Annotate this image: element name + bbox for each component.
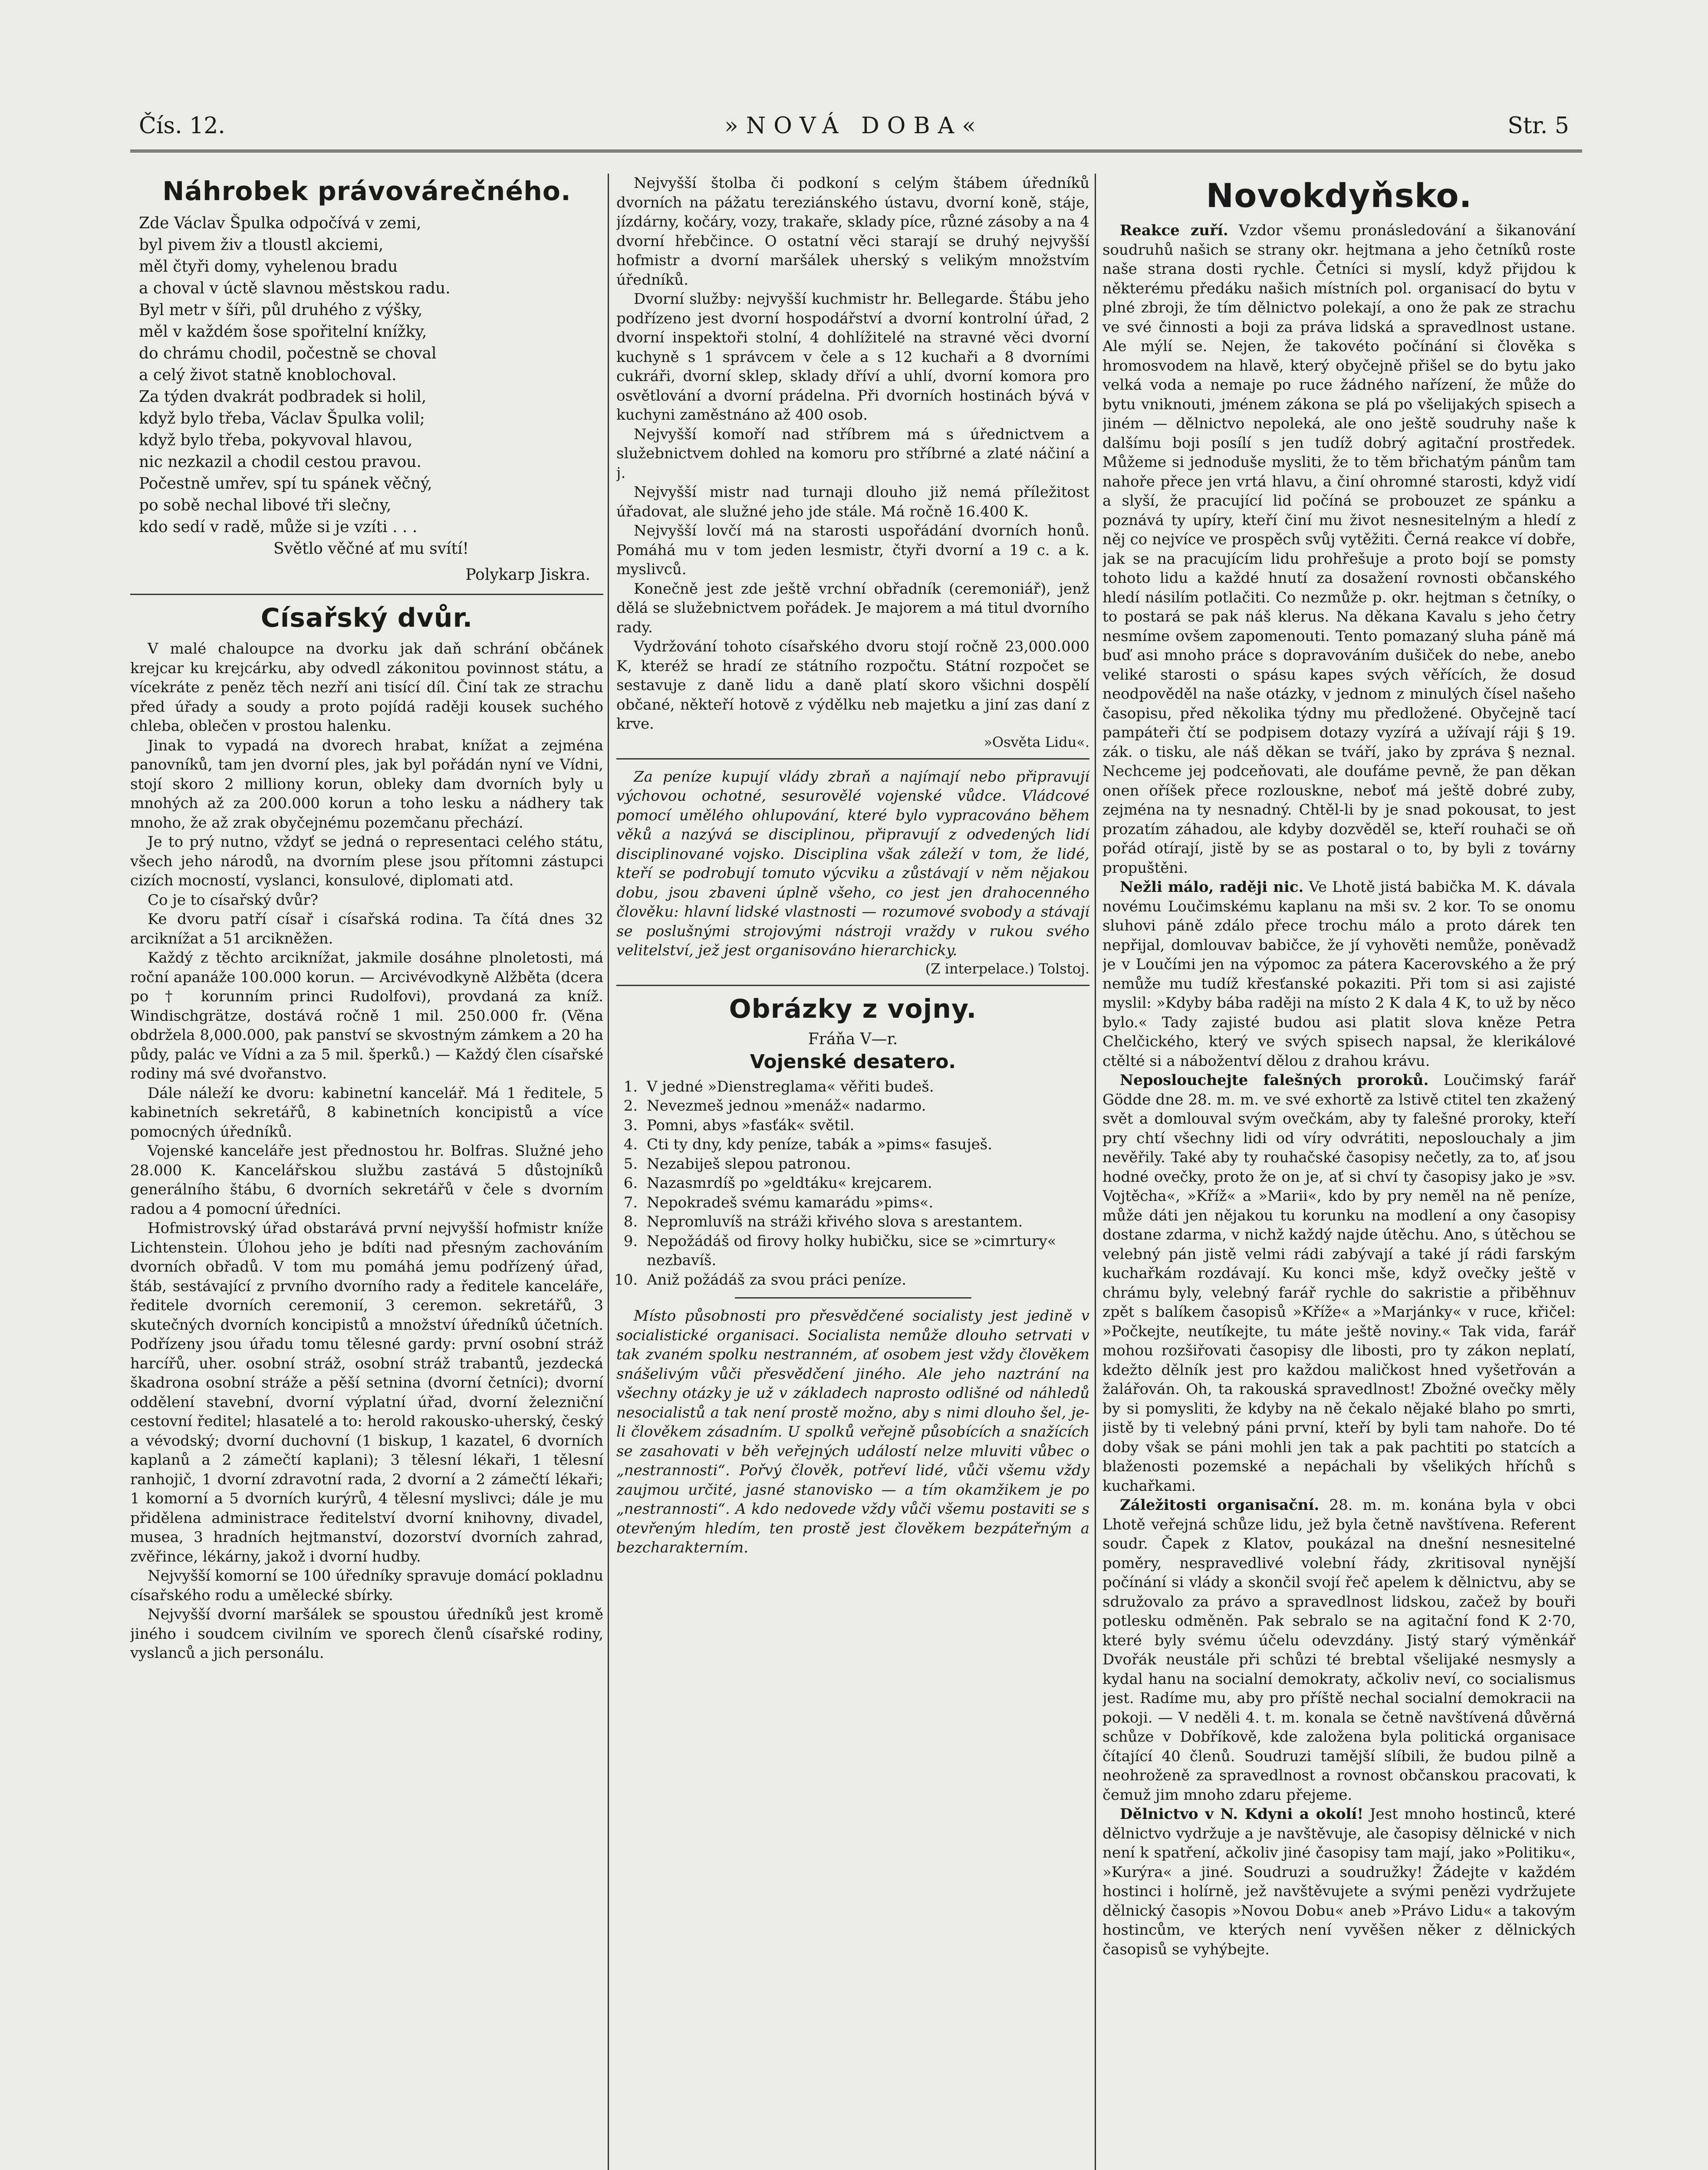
- paragraph: Nejvyšší štolba či podkoní s celým štábem úředníků dvorních na pážatu tereziánského ústavu, dvorní koně, stáje, jízdárny, kočáry, vozy, trakaře, sklady píce, různé zásoby a na 4 dvorní hřebčince. O ostatní věci starají se druhý nejvyšší hofmistr a dvorní maršálek uherský s velikým množstvím úředníků.: [616, 174, 1089, 289]
- paragraph-text: 28. m. m. konána byla v obci Lhotě veřejná schůze lidu, jež byla četně navštívena. Referent soudr. Čapek z Klatov, poukázal na dnešní nesnesitelné poměry, nespravedlivé volební řády, zkritisoval nynější počínání si vlády a skončil svojí řeč apelem k dělnictvu, aby se sdružovalo za právo a spravedlnost lidskou, začež by bouři potlesku odměněn. Pak sebralo se na agitační fond K 2·70, které byly svému účelu odevzdány. Jistý starý výměnkář Dvořák neustále při schůzi té brebtal všelijaké nesmysly a kydal hanu na socialní demokraty, ačkoliv neví, co socialismus jest. Radíme mu, aby pro příště nechal socialní demokracii na pokoji. — V neděli 4. t. m. konala se četně navštívená důvěrná schůze v Dobříkově, kde založena byla politická organisace čítající 40 členů. Soudruzi tamější slíbili, že budou pilně a neohroženě za spravedlnost a rovnost občanskou pracovati, k čemuž jim mnoho zdaru přejeme.: [1102, 1496, 1576, 1804]
- section-divider: [735, 1297, 971, 1299]
- paragraph: Nejvyšší dvorní maršálek se spoustou úředníků jest kromě jiného i soudcem civilním ve sporech členů císařské rodiny, vyslanců a jich personálu.: [130, 1606, 603, 1662]
- poem-line: když bylo třeba, pokyvoval hlavou,: [139, 431, 413, 449]
- list-item: 6. Nazasmrdíš po »geldtáku« krejcarem.: [642, 1174, 1089, 1193]
- paragraph: Jinak to vypadá na dvorech hrabat, knížat a zejména panovníků, tam jen dvorní ples, jak byl pořádán nyní ve Vídni, stojí skoro 2 milliony korun, obleky dam dvorních byly u mnohých až za 200.000 korun a toho lesku a nádhery tak mnoho, že až zrak obyčejnému pozemčanu přechází.: [130, 736, 603, 832]
- list-item: 3. Pomni, abys »fasťák« světil.: [642, 1116, 1089, 1135]
- paragraph-text: Ve Lhotě jistá babička M. K. dávala novému Loučimskému kaplanu na mši sv. 2 kor. To se onomu sluhovi páně zdálo přece trochu málo a proto dárek ten nepřijal, domlouvav babičce, že jí vyhověti nemůže, poněvadž je v Loučími jen na výpomoc za pátera Kacerovského a že prý nemůže mu tudíž křesťanské pokaziti. Při tom si asi zajisté myslil: »Kdyby bába raději na místo 2 K dala 4 K, to už by něco bylo.« Tady zajisté budou asi platit slova kněze Petra Chelčického, který ve svých spisech napsal, že klerikálové ctělté si a nábožentví dělou z drahou krávu.: [1102, 878, 1576, 1070]
- newspaper-title: »NOVÁ DOBA«: [724, 113, 984, 139]
- paragraph-lead: Dělnictvo v N. Kdyni a okolí!: [1120, 1805, 1364, 1823]
- poem-line: do chrámu chodil, počestně se choval: [139, 345, 437, 362]
- court-title: Císařský dvůr.: [260, 603, 473, 633]
- paragraph-lead: Reakce zuří.: [1120, 222, 1228, 239]
- paragraph: [1102, 1071, 1576, 1496]
- list-item: 5. Nezabiješ slepou patronou.: [642, 1154, 1089, 1174]
- poem-line: Za týden dvakrát podbradek si holil,: [139, 388, 427, 406]
- paragraph: Nejvyšší komorní se 100 úředníky spravuje domácí pokladnu císařského rodu a umělecké sbírky.: [130, 1567, 603, 1604]
- paragraph: Je to prý nutno, vždyť se jedná o representaci celého státu, všech jeho národů, na dvorním plese jsou přítomni zástupci cizích mocností, vyslanci, konsulové, diplomati atd.: [130, 833, 603, 889]
- list-item: 10. Aniž požádáš za svou práci peníze.: [642, 1270, 1089, 1290]
- court-source: »Osvěta Lidu«.: [984, 733, 1089, 750]
- poem-line: po sobě nechal libové tři slečny,: [139, 496, 392, 514]
- war-list: [616, 1077, 1089, 1290]
- epitaph-title: Náhrobek právovárečného.: [162, 176, 571, 207]
- section-divider: [616, 758, 1089, 760]
- epitaph-poem: [139, 213, 603, 560]
- court-article: [130, 639, 603, 1663]
- paragraph: Každý z těchto arciknížat, jakmile dosáhne plnoletosti, má roční apanáže 100.000 korun. — Arcivévodkyně Alžběta (dcera po † korunním princi Rudolfovi), provdaná za kníž. Windischgrätze, dostává ročně 1 mil. 250.000 fr. (Věna obdržela 8,000.000, pak panství se skvostným zámkem a 20 ha půdy, palác ve Vídni a za 5 mil. šperků.) — Každý člen císařské rodiny má své dvořanstvo.: [130, 949, 603, 1082]
- paragraph: Ke dvoru patří císař i císařská rodina. Ta čítá dnes 32 arciknížat a 51 arcikněžen.: [130, 911, 603, 947]
- paragraph: Vojenské kanceláře jest přednostou hr. Bolfras. Služné jeho 28.000 K. Kancelářskou službu zastává 5 důstojníků generálního štábu, 6 dvorních sekretářů v čele s dvorním radou a 4 pomocní úředníci.: [130, 1142, 603, 1218]
- page-header: [139, 113, 1569, 152]
- paragraph: Nejvyšší mistr nad turnaji dlouho již nemá příležitost úřadovat, ale služné jeho jde stále. Má ročně 16.400 K.: [616, 483, 1089, 520]
- issue-number: Čís. 12.: [139, 113, 225, 139]
- paragraph-lead: Záležitosti organisační.: [1120, 1496, 1320, 1514]
- paragraph: Co je to císařský dvůr?: [148, 891, 319, 909]
- paragraph: Dvorní služby: nejvyšší kuchmistr hr. Bellegarde. Štábu jeho podřízeno jest dvorní hospodářství a dvorní kontrolní úřad, 2 dvorní inspektoři stolní, 4 dohlížitelé na stravné věci dvorní kuchyně s 1 správcem v čele a s 12 kuchaři a 8 dvorními cukráři, dvorní sklep, sklady dříví a uhlí, dvorní komora pro osvětlování a dvorní prádelna. Při dvorních hostinách bývá v kuchyni zaměstnáno až 400 osob.: [616, 290, 1089, 424]
- paragraph: [1102, 1496, 1576, 1805]
- section-divider: [130, 594, 603, 595]
- paragraph-text: Jest mnoho hostinců, které dělnictvo vydržuje a je navštěvuje, ale časopisy dělnické v nich není k spatření, ačkoliv jiné časopisy tam mají, jako »Politiku«, »Kurýra« a jiné. Soudruzi a soudružky! Žádejte v každém hostinci i holírně, jež navštěvujete a svými penězi vydržujete dělnický časopis »Novou Dobu« aneb »Právo Lidu« a takovým hostincům, ve kterých není vyvěšen něker z dělnických časopisů se vyhýbejte.: [1102, 1805, 1576, 1958]
- column-1: [130, 174, 603, 2170]
- page-number: Str. 5: [1507, 113, 1569, 139]
- paragraph: Dále náleží ke dvoru: kabinetní kancelář. Má 1 ředitele, 5 kabinetních sekretářů, 8 kabinetních koncipistů a více pomocných úředníků.: [130, 1084, 603, 1141]
- poem-line: měl čtyři domy, vyhelenou bradu: [139, 258, 398, 276]
- column-3: [1102, 174, 1576, 2170]
- paragraph: [1102, 221, 1576, 878]
- poem-line: když bylo třeba, Václav Špulka volil;: [139, 410, 425, 427]
- war-title: Obrázky z vojny.: [729, 993, 977, 1024]
- regional-news: [1102, 221, 1576, 1959]
- paragraph-text: Vzdor všemu pronásledování a šikanování soudruhů našich se strany okr. hejtmana a jeho četníků roste naše strana dosti rychle. Četníci si myslí, když přijdou k některému předáku našich místních pol. organisací do bytu v plné zbroji, že tím dělnictvo polekají, a ono že pak ze strachu ve své činnosti a boji za práva lidská a spravedlnost ustane. Ale mýlí se. Nejen, že takovéto počínání si člověka s hromosvodem na hlavě, který obyčejně přišel se do bytu jako velká voda a nemaje po ruce žádného nařízení, že může do bytu vniknouti, jménem zákona se plá po všelijakých spisech a jiném — dělnictvo nepoleká, ale ono ještě soudruhy naše k dalšímu boji posílí s jen tudíž dobrý agitační prostředek. Můžeme si jednoduše mysliti, že to těm břichatým pánům tam nahoře přece jen vrtá hlavu, a činí ohromné starosti, když vidí a slyší, že pracující lid počíná se probouzet ze spánku a poznává ty upíry, kteří činí mu život nesnesitelným a hledí z něj co nejvíce ve prospěch svůj vytěžiti. Černá reakce ví dobře, jak se na pracujícím lidu prohřešuje a proto bojí se pomsty tohoto lidu a každé hnutí za dosažení rovnosti občanského hledí násilím potlačiti. Co nezmůže p. okr. hejtman s četníky, o to postará se pak náš klerus. Na děkana Kavalu s jeho četry nesmíme ovšem zapomenouti. Tento pomazaný sluha páně má buď asi mnoho práce s dopravováním dušiček do nebe, anebo veliké starosti o spásu kapes svých věřících, že dosud neodpověděl na naše otázky, v jednom z minulých čísel našeho časopisu, před několika týdny mu předložené. Obyčejně tací pampáteři čtí se podpisem dotazy vyzírá a užívají ráji § 19. zák. o tisku, ale náš děkan se tváří, jako by zpráva § neznal. Nechceme jej podceňovati, ale doufáme pevně, že pan děkan onen oříšek přece rozlouskne, neboť má ještě dobré zuby, zejména na ty nesnadný. Chtěl-li by je snad pokousat, to jest prozatím záhadou, ale kdyby dozvěděl se, kteří rouhači se oň pořád otírají, jistě by se as postaral o to, by byli z továrny propuštěni.: [1102, 222, 1576, 877]
- tolstoy-quote: [616, 767, 1089, 960]
- socialist-note-text: Místo působnosti pro přesvědčené socialisty jest jedině v socialistické organisaci. Socialista nemůže dlouho setrvati v tak zvaném spolku nestranném, ať osobem jest vždy člověkem snášelivým vůči přesvědčení jiného. Ale jeho naztrání na všechny otázky je už v základech naprosto odlišné od náhledů nesocialistů a tak není prostě možno, aby s nimi dlouho šel, je-li člověkem zásadním. U spolků veřejně působících a snažících se zasahovati v běh veřejných událostí nelze mluviti vůbec o „nestrannosti“. Pořvý člověk, potřeví lidé, vůči všemu vždy zaujmou určité, jasné stanovisko — a tím okamžikem je po „nestrannosti“. A kdo nedovede vždy vůči všemu postaviti se s otevřeným hledím, ten prostě jest člověkem bezpáteřným a bezcharakterním.: [616, 1307, 1089, 1556]
- epitaph-signature: Polykarp Jiskra.: [465, 566, 590, 584]
- paragraph-lead: Nežli málo, raději nic.: [1120, 878, 1304, 896]
- paragraph: Hofmistrovský úřad obstarává první nejvyšší hofmistr kníže Lichtenstein. Úlohou jeho je bdíti nad přesným zachováním dvorních obřadů. V tom mu pomáhá jemu podřízený úřad, štáb, sestávající z prvního dvorního rady a ředitele kanceláře, ředitele dvorních ceremonií, 3 ceremon. sekretářů, 3 skutečných dvorních koncipistů a množství úředníků účetních. Podřízeny jsou úřadu tomu tělesné gardy: první osobní stráž harcířů, uher. osobní stráž, osobní stráž trabantů, jezdecká škadrona osobní stráže a pěší setnina (dvorní četníci); dvorní oddělení stavební, dvorní výplatní úřad, dvorní železniční cestovní ředitel; hlasatelé a to: herold rakousko-uherský, český a vévodský; dvorní duchovní (1 biskup, 1 kazatel, 6 dvorních kaplanů a 2 zámečtí kaplani); 3 tělesní lékaři, 1 tělesní ranhojič, 1 dvorní zdravotní rada, 2 dvorní a 2 zámečtí lékaři; 1 komorní a 5 dvorních kurýrů, 4 tělesní myslivci; dále je mu přidělena administrace ředitelství dvorní knihovny, divadel, musea, 3 hradních hejtmanství, dozorství dvorních zahrad, zvěřince, lékárny, jakož i dvorní hudby.: [130, 1220, 603, 1565]
- poem-line: nic nezkazil a chodil cestou pravou.: [139, 453, 421, 471]
- list-item: 4. Cti ty dny, kdy peníze, tabák a »pims« fasuješ.: [642, 1135, 1089, 1154]
- poem-line: Světlo věčné ať mu svítí!: [273, 540, 469, 558]
- paragraph: Vydržování tohoto císařského dvoru stojí ročně 23,000.000 K, kteréž se hradí ze státního rozpočtu. Státní rozpočet se sestavuje z daně lidu a daně platí skoro všichni dospělí občané, někteří hotově z výdělku neb majetku a jiní zas daní z krve.: [616, 638, 1089, 733]
- poem-line: kdo sedí v radě, může si je vzíti . . .: [139, 518, 418, 536]
- paragraph: Nejvyšší komoří nad stříbrem má s úřednictvem a služebnictvem dohled na komoru pro stříbrné a zlaté náčiní a j.: [616, 425, 1089, 482]
- paragraph: V malé chaloupce na dvorku jak daň schrání občánek krejcar ku krejcárku, aby odvedl zákonitou povinnost státu, a vícekráte z peněz těch nezří ani tisící díl. Činí tak ze strachu před úřady a soudy a proto pojídá raději kousek suchého chleba, oblečen v prostou halenku.: [130, 640, 603, 735]
- court-article-continued: [616, 174, 1089, 734]
- list-item: 9. Nepožádáš od firovy holky hubičku, sice se »cimrtury« nezbavíš.: [642, 1232, 1089, 1270]
- paragraph: Konečně jest zde ještě vrchní obřadník (ceremoniář), jenž dělá se služebnictvem pořádek. Je majorem a má titul dvorního rady.: [616, 580, 1089, 636]
- paragraph: Nejvyšší lovčí má na starosti uspořádání dvorních honů. Pomáhá mu v tom jeden lesmistr, čtyři dvorní a 19 c. a k. myslivců.: [616, 522, 1089, 578]
- list-item: 2. Nevezmeš jednou »menáž« nadarmo.: [642, 1096, 1089, 1116]
- column-2: [616, 174, 1089, 2170]
- column-divider: [608, 174, 609, 2170]
- tolstoy-quote-text: Za peníze kupují vlády zbraň a najímají nebo připravují výchovou ochotné, sesurovělé vojenské vůdce. Vládcové pomocí umělého ohlupování, které bylo vypracováno během věků a nazývá se disciplinou, připravují z odvedených lidí disciplinované vojsko. Disciplina však záleží v tom, že lidé, kteří se podrobují tomuto výcviku a zůstávají v něm nějakou dobu, jsou zbaveni úplně všeho, co jest jen drahocenného člověku: hlavní lidské vlastnosti — rozumové svobody a stávají se poslušnými strojovými nástroji vraždy v rukou svého velitelství, jež jest organisováno hierarchicky.: [616, 768, 1089, 959]
- list-item: 1. V jedné »Dienstreglama« věřiti budeš.: [642, 1077, 1089, 1097]
- war-subtitle: Vojenské desatero.: [750, 1050, 956, 1073]
- poem-line: Počestně umřev, spí tu spánek věčný,: [139, 475, 432, 493]
- header-rule: [130, 150, 1582, 152]
- poem-line: Zde Václav Špulka odpočívá v zemi,: [139, 214, 421, 232]
- poem-line: a choval v úctě slavnou městskou radu.: [139, 279, 451, 297]
- list-item: 7. Nepokradeš svému kamarádu »pims«.: [642, 1193, 1089, 1213]
- section-divider: [616, 985, 1089, 986]
- war-byline: Fráňa V—r.: [808, 1030, 898, 1048]
- poem-line: a celý život statně knoblochoval.: [139, 366, 397, 384]
- poem-line: byl pivem živ a tloustl akciemi,: [139, 236, 384, 254]
- tolstoy-cite: (Z interpelace.) Tolstoj.: [925, 960, 1089, 977]
- list-item: 8. Nepromluvíš na stráži křivého slova s arestantem.: [642, 1212, 1089, 1232]
- section-title: Novokdyňsko.: [1206, 176, 1472, 215]
- paragraph-text: Loučimský farář Gödde dne 28. m. m. ve své exhortě za lstivě ctitel ten zkažený svět a domlouval svým ovečkám, aby ty falešné proroky, kteří pry chtí všechny lidi od víry odvrátiti, neposlouchaly a jim nevěřily. Také aby ty rouhačské časopisy nečetly, za to, ať jsou hodné ovečky, proto že on je, ať si chví ty časopisy jako je »sv. Vojtěcha«, »Kříž« a »Marii«, kdo by pry neměl na ně peníze, může dáti jen nějakou tu korunku na modlení a ony časopisy dostane zdarma, v nichž každý najde útěchu. Ano, s útěchou se velebný pán jistě velmi rádi zabývají a také jí rádi farským kuchařkám rozdávají. Ku konci mše, když ovečky ještě v chrámu byly, velebný farář rychle do sakristie a přiběhnuv zpět s balíkem časopisů »Kříže« a »Marjánky« v ruce, křičel: »Počkejte, neutíkejte, tu máte ještě noviny.« Tak vida, farář mohou rozšiřovati časopisy dle libosti, pro ty zákon neplatí, kdežto dělník jest pro každou maličkost hned vyšetřován a žalářován. Oh, ta rakouská spravedlnost! Zbožné ovečky měly by si pomysliti, že kdyby na ně čekalo nějaké blaho po smrti, jistě by ti velebný páni první, kteří by byli tam nahoře. Do té doby však se páni mohli jen tak a pak pachtiti po statcích a blaženosti pozemské a nepáchali by všelikých hříchů s kuchařkami.: [1102, 1072, 1576, 1495]
- paragraph-lead: Neposlouchejte falešných proroků.: [1120, 1072, 1429, 1089]
- poem-line: měl v každém šose spořitelní knížky,: [139, 323, 427, 341]
- socialist-note: [616, 1306, 1089, 1558]
- paragraph: [1102, 878, 1576, 1071]
- paragraph: [1102, 1805, 1576, 1959]
- column-divider: [1095, 174, 1096, 2170]
- poem-line: Byl metr v šíři, půl druhého z výšky,: [139, 301, 423, 319]
